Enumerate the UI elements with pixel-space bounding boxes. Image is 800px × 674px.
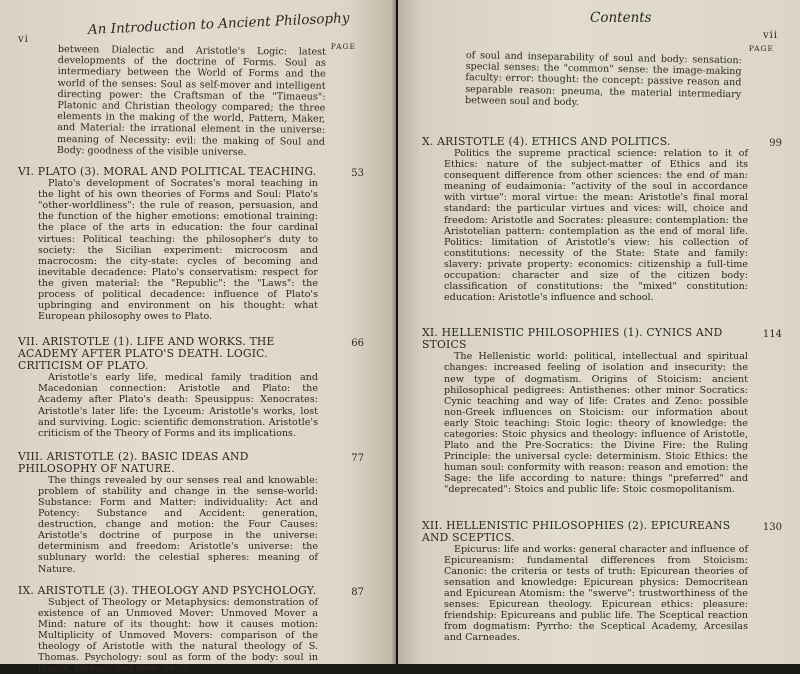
chapter-summary: The things revealed by our senses real and knowable: problem of stability and change in the sense-world: Substance: Form and Matter: individuality: Act and Potency: Substance and Accident: generation, destruction, change and motion: the Four Causes: Aristotle's doctrine of purpose in the universe: determinism and freedom: Aristotle's universe: the sublunary world: the celestial spheres: meaning of Nature. (38, 474, 318, 575)
toc-entry-chapter-12[interactable] (422, 520, 782, 644)
toc-entry-chapter-6[interactable] (18, 166, 374, 322)
chapter-summary: The Hellenistic world: political, intellectual and spiritual changes: increased feeling of isolation and insecurity: the new type of dogmatism. Origins of Stoicism: ancient philosophical pedigrees: Antisthenes: other minor Socratics: Cynic teaching and way of life: Crates and Zeno: possible non-Greek influences on Stoicism: our information about early Stoic teaching: Stoic logic: theory of knowledge: the categories: Stoic physics and theology: influence of Aristotle, Plato and the Pre-Socratics: the Divine Fire: the Ruling Principle: the universal cycle: determinism. Stoic Ethics: the human soul: conformity with reason: reason and emotion: the Sage: the life according to nature: things "preferred" and "deprecated": Stoics and public life: Stoic cosmopolitanism. (444, 351, 748, 496)
chapter-summary: Subject of Theology or Metaphysics: demonstration of existence of an Unmoved Mover: Unmoved Mover a Mind: nature of its thought: how it causes motion: Multiplicity of Unmoved Movers: comparison of the theology of Aristotle with the natural theology of S. Thomas. Psychology: soul as form of the body: soul in plants, animals and men: unity (38, 596, 318, 674)
left-page-label: PAGE (330, 42, 356, 51)
chapter-summary: Aristotle's early life, medical family tradition and Macedonian connection: Aristotle and Plato: the Academy after Plato's death: Speusippus: Xenocrates: Aristotle's later life: the Lyceum: Aristotle's works, lost and surviving. Logic: scientific demonstration. Aristotle's criticism of the Theory of Forms and its implications. (38, 372, 318, 439)
right-folio: vii (762, 30, 778, 41)
toc-entry-chapter-11[interactable] (422, 327, 782, 495)
toc-entry-chapter-7[interactable] (18, 336, 374, 439)
chapter-heading: VII. ARISTOTLE (1). LIFE AND WORKS. THE ACADEMY AFTER PLATO'S DEATH. LOGIC. CRITICISM OF PLATO. (18, 335, 275, 373)
toc-entry-chapter-9[interactable] (18, 585, 374, 674)
toc-entry-chapter-8[interactable] (18, 451, 374, 575)
left-continuation-text: between Dialectic and Aristotle's Logic: latest developments of the doctrine of Forms. Soul as intermediary between the World of Forms and the world of the senses: Soul as self-mover and intelligent directing power: the Craftsman of the "Timaeus": Platonic and Christian theology compared; the three elements in the making of the world, Pattern, Maker, and Material: the irrational element in the universe: meaning of Necessity: evil: the making of Soul and Body: goodness of the visible universe. (56, 44, 326, 158)
chapter-heading: VI. PLATO (3). MORAL AND POLITICAL TEACHING. (18, 165, 317, 179)
chapter-page-number: 114 (762, 329, 782, 341)
left-page (0, 0, 396, 674)
left-folio: vi (18, 34, 29, 45)
right-running-title: Contents (590, 10, 652, 26)
chapter-page-number: 99 (769, 138, 782, 150)
right-page (398, 0, 800, 664)
right-page-label: PAGE (748, 44, 774, 53)
chapter-heading: VIII. ARISTOTLE (2). BASIC IDEAS AND PHILOSOPHY OF NATURE. (18, 449, 249, 475)
chapter-heading: X. ARISTOTLE (4). ETHICS AND POLITICS. (422, 135, 671, 149)
left-running-title: An Introduction to Ancient Philosophy (87, 10, 350, 38)
chapter-page-number: 53 (351, 168, 364, 180)
chapter-page-number: 87 (351, 586, 364, 598)
chapter-page-number: 66 (351, 338, 364, 350)
chapter-page-number: 130 (762, 521, 782, 533)
chapter-summary: Politics the supreme practical science: relation to it of Ethics: nature of the subject-matter of Ethics and its consequent difference from other sciences: the end of man: meaning of eudaimonia: "activity of the soul in accordance with virtue": moral virtue: the mean: Aristotle's final moral standard: the particular virtues and vices: will, choice and freedom: Aristotle and Socrates: pleasure: contemplation: the Aristotelian pattern: contemplation as the end of moral life. Politics: limitation of Aristotle's view: his collection of constitutions: necessity of the State: State and family: slavery: private property: economics: citizenship a full-time occupation: character and size of the citizen body: classification of constitutions: the "mixed" constitution: education: Aristotle's influence and school. (444, 148, 748, 304)
chapter-summary: Epicurus: life and works: general character and influence of Epicureanism: fundamental differences from Stoicism: Canonic: the criteria or tests of truth: Epicurean theories of sensation and knowledge: Epicurean physics: Democritean and Epicurean Atomism: the "swerve": trustworthiness of the senses: Epicurean theology. Epicurean ethics: pleasure: friendship: Epicureans and public life. The Sceptical reaction from dogmatism: Pyrrho: the Sceptical Academy, Arcesilas and Carneades. (444, 543, 748, 644)
right-continuation-text: of soul and inseparability of soul and body: sensation: special senses: the "common" sense: the image-making faculty: error: thought: the concept: passive reason and separable reason: pneuma, the material intermediary between soul and body. (464, 50, 742, 108)
chapter-page-number: 77 (351, 452, 364, 464)
right-page-header (422, 8, 782, 53)
chapter-heading: XII. HELLENISTIC PHILOSOPHIES (2). EPICUREANS AND SCEPTICS. (422, 518, 731, 544)
chapter-summary: Plato's development of Socrates's moral teaching in the light of his own theories of Forms and Soul: Plato's "other-worldliness": the rule of reason, persuasion, and the function of the higher emotions: emotional training: the place of the arts in education: the four cardinal virtues: Political teaching: the philosopher's duty to society: the Sicilian experiment: microcosm and macrocosm: the city-state: cycles of becoming and inevitable decadence: Plato's conservatism: respect for the given material: the "Republic": the "Laws": the process of political decadence: influence of Plato's upbringing and environment on his thought: what European philosophy owes to Plato. (38, 178, 318, 323)
toc-entry-chapter-10[interactable] (422, 136, 782, 303)
chapter-heading: IX. ARISTOTLE (3). THEOLOGY AND PSYCHOLOGY. (18, 583, 317, 597)
left-page-header (18, 10, 374, 51)
chapter-heading: XI. HELLENISTIC PHILOSOPHIES (1). CYNICS AND STOICS (422, 326, 723, 352)
